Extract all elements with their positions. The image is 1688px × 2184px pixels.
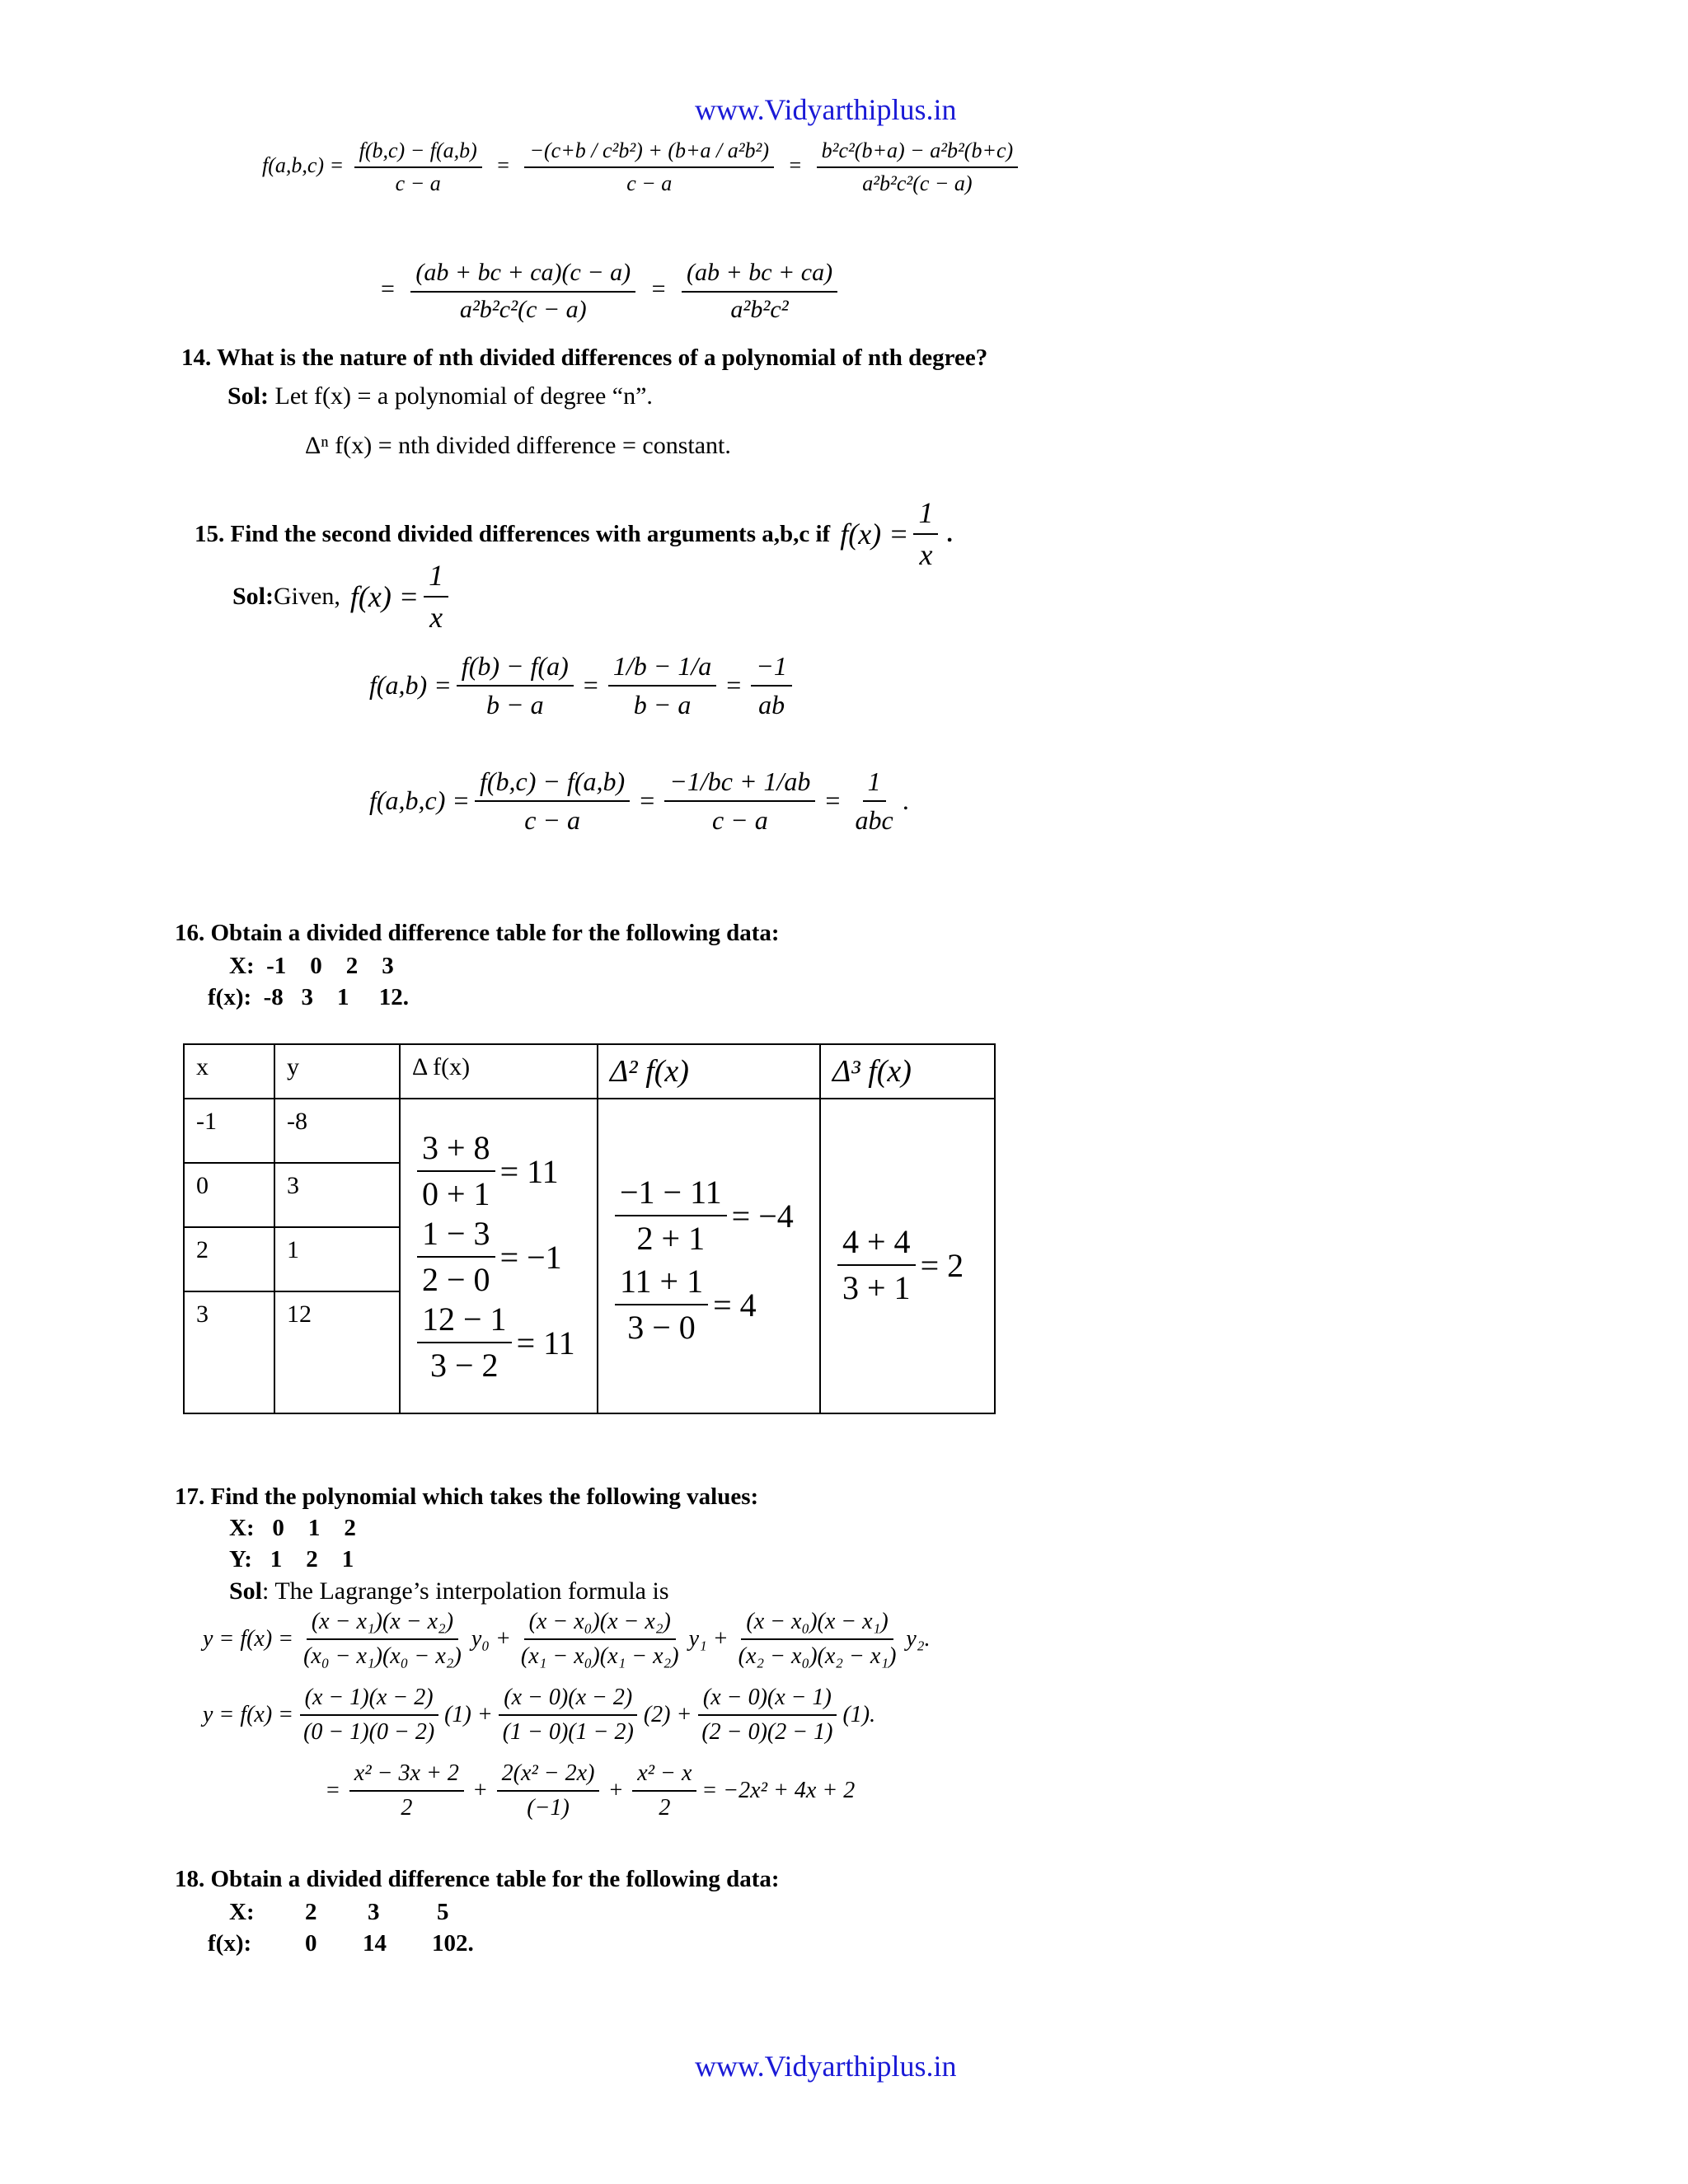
term: y₁ + <box>688 1626 729 1652</box>
value: = −1 <box>499 1238 562 1276</box>
fraction <box>498 1685 639 1746</box>
value: = 2 <box>920 1246 964 1284</box>
fraction <box>682 259 837 324</box>
q18-f-label: f(x): <box>208 1930 252 1957</box>
q15-given: Sol: Given, f(x) = $\frac{1}{x}$ <box>232 559 453 635</box>
q18-f-val: 102. <box>432 1930 474 1957</box>
denominator: x <box>429 601 443 635</box>
sol-label: Sol <box>229 1577 263 1605</box>
d2-entry <box>610 1263 808 1347</box>
fraction <box>817 138 1019 196</box>
d1-entry <box>412 1215 585 1299</box>
numerator: b²c²(b+a) − a²b²(b+c) <box>817 138 1019 168</box>
value: = 4 <box>713 1286 757 1324</box>
numerator: 1 <box>913 496 938 535</box>
fraction <box>475 766 630 836</box>
numerator: x² − 3x + 2 <box>349 1760 464 1792</box>
denominator: (x₁ − x₀)(x₁ − x₂) <box>520 1643 679 1670</box>
fraction <box>349 1760 464 1821</box>
q18-question: 18. Obtain a divided difference table for the following data: <box>175 1866 780 1892</box>
cell-x: 3 <box>184 1291 274 1413</box>
fraction <box>410 259 635 324</box>
q14-solution <box>227 382 653 410</box>
cell-y: 12 <box>274 1291 400 1413</box>
table-header-row <box>184 1044 995 1099</box>
q16-question: 16. Obtain a divided difference table for the following data: <box>175 920 780 946</box>
term: y₂. <box>906 1626 931 1652</box>
fraction <box>417 1215 495 1299</box>
denominator: c − a <box>626 171 673 195</box>
denominator: ab <box>758 689 785 719</box>
denominator: b − a <box>633 689 692 719</box>
d1-column <box>400 1099 598 1413</box>
numerator: (x − 0)(x − 1) <box>698 1685 837 1716</box>
term: (1). <box>842 1702 876 1728</box>
numerator: 1/b − 1/a <box>608 651 716 687</box>
header-d2: Δ² f(x) <box>598 1044 820 1099</box>
sol-label: Sol: <box>227 382 270 410</box>
fraction <box>751 651 792 720</box>
denominator: 2 <box>401 1795 413 1821</box>
cell-y: -8 <box>274 1099 400 1163</box>
numerator: 3 + 8 <box>417 1129 495 1172</box>
denominator: (0 − 1)(0 − 2) <box>303 1719 435 1746</box>
sol-text: : The Lagrange’s interpolation formula is <box>262 1577 669 1605</box>
fraction <box>298 1609 467 1670</box>
numerator: (x − x₀)(x − x₁) <box>741 1609 893 1640</box>
fraction <box>696 1685 837 1746</box>
fraction <box>497 1760 600 1821</box>
numerator: f(b,c) − f(a,b) <box>475 766 630 802</box>
given-text: Given, <box>274 583 340 611</box>
fraction <box>850 766 898 836</box>
term: (2) + <box>643 1702 692 1728</box>
header-d1: Δ f(x) <box>400 1044 598 1099</box>
q15-question: 15. Find the second divided differences with arguments a,b,c if f(x) = $\frac{1}{x}$ . <box>195 496 953 572</box>
denominator: b − a <box>486 689 544 719</box>
q16-x-row: X: -1 0 2 3 <box>229 953 394 979</box>
denominator: x <box>919 538 933 572</box>
numerator: 12 − 1 <box>417 1301 512 1343</box>
denominator: 3 − 2 <box>430 1347 499 1384</box>
value: = −4 <box>731 1197 794 1235</box>
q18-f-val: 0 <box>305 1930 317 1957</box>
denominator: (−1) <box>527 1795 570 1821</box>
fraction <box>417 1301 512 1385</box>
result: = −2x² + 4x + 2 <box>701 1778 856 1804</box>
d2-column <box>598 1099 820 1413</box>
term: y₀ + <box>471 1626 511 1652</box>
cell-x: 2 <box>184 1227 274 1291</box>
divided-difference-table <box>183 1043 996 1414</box>
top-derivation-line1: f(a,b,c) = $\frac{f(b,c) - f(a,b)}{c - a}$ = $\frac{\text{−(c+b / c²b²) + (b+a / a²b²)}}{c - a}$ = $\frac{\text{b²c²(b+a) − a²b²(b+c)}}{\text{a²b²c²(c − a)}}$ <box>262 138 1023 196</box>
denominator: 0 + 1 <box>422 1175 490 1212</box>
numerator: −1 <box>751 651 792 687</box>
term: (1) + <box>444 1702 493 1728</box>
d3-column <box>820 1099 995 1413</box>
fraction <box>632 1760 696 1821</box>
numerator: 2(x² − 2x) <box>497 1760 600 1792</box>
numerator: 11 + 1 <box>615 1263 708 1305</box>
q14-question: 14. What is the nature of nth divided differences of a polynomial of nth degree? <box>181 344 988 371</box>
numerator: 1 − 3 <box>417 1215 495 1258</box>
numerator: −1 − 11 <box>615 1174 727 1216</box>
fraction <box>298 1685 439 1746</box>
fraction <box>615 1174 727 1258</box>
denominator: 3 − 0 <box>627 1309 696 1346</box>
numerator: f(b) − f(a) <box>457 651 574 687</box>
q17-x-row: X: 0 1 2 <box>229 1515 356 1541</box>
sol-text: Let f(x) = a polynomial of degree “n”. <box>274 382 653 410</box>
q18-x-val: 3 <box>368 1899 380 1925</box>
q17-substitution <box>203 1685 875 1746</box>
value: = 11 <box>499 1152 559 1190</box>
fraction <box>664 766 815 836</box>
denominator: c − a <box>395 171 441 195</box>
question-text: 15. Find the second divided differences with arguments a,b,c if <box>195 520 831 547</box>
sol-label: Sol: <box>232 583 274 611</box>
lhs: f(a,b) = <box>369 670 452 701</box>
q17-simplification: = $\frac{\text{x² − 3x + 2}}{2}$ + $\frac{\text{2(x² − 2x)}}{(-1)}$ + $\frac{\text{x² − x}}{2}$ = −2x² + 4x + 2 <box>326 1760 856 1821</box>
fraction <box>516 1609 684 1670</box>
denominator: 2 + 1 <box>636 1220 706 1257</box>
denominator: 3 + 1 <box>842 1269 911 1306</box>
cell-y: 3 <box>274 1163 400 1227</box>
fraction <box>354 138 482 196</box>
d3-entry <box>832 1223 982 1307</box>
denominator: (x₀ − x₁)(x₀ − x₂) <box>303 1643 462 1670</box>
q17-y-row: Y: 1 2 1 <box>229 1546 354 1572</box>
header-x: x <box>184 1044 274 1099</box>
fraction <box>457 651 574 720</box>
numerator: f(b,c) − f(a,b) <box>354 138 482 168</box>
q15-fab: f(a,b) = $\frac{f(b) - f(a)}{b - a}$ = $\frac{1/b - 1/a}{b - a}$ = $\frac{-1}{ab}$ <box>369 651 797 720</box>
q17-question: 17. Find the polynomial which takes the following values: <box>175 1483 759 1510</box>
denominator: a²b²c²(c − a) <box>459 295 587 323</box>
numerator: −(c+b / c²b²) + (b+a / a²b²) <box>524 138 774 168</box>
numerator: (ab + bc + ca) <box>682 259 837 293</box>
fraction <box>734 1609 902 1670</box>
lhs: f(a,b,c) = <box>262 152 345 177</box>
lhs: f(a,b,c) = <box>369 785 470 816</box>
fraction <box>615 1263 708 1347</box>
d1-entry <box>412 1301 585 1385</box>
q18-x-val: 5 <box>437 1899 449 1925</box>
q18-x-val: 2 <box>305 1899 317 1925</box>
q17-solution <box>229 1577 669 1605</box>
cell-x: 0 <box>184 1163 274 1227</box>
fraction <box>424 559 448 635</box>
q18-f-val: 14 <box>363 1930 387 1957</box>
header-d3: Δ³ f(x) <box>820 1044 995 1099</box>
cell-x: -1 <box>184 1099 274 1163</box>
numerator: 4 + 4 <box>837 1223 916 1266</box>
numerator: (x − 0)(x − 2) <box>499 1685 637 1716</box>
d2-entry <box>610 1174 808 1258</box>
value: = 11 <box>516 1324 575 1361</box>
q15-fabc: f(a,b,c) = $\frac{f(b,c) - f(a,b)}{c - a}$ = $\frac{-1/bc + 1/ab}{c - a}$ = $\frac{1}{\text{abc}}$ . <box>369 766 910 835</box>
denominator: (x₂ − x₀)(x₂ − x₁) <box>738 1643 897 1670</box>
fraction <box>417 1129 495 1213</box>
denominator: abc <box>855 804 893 835</box>
denominator: 2 <box>659 1795 671 1821</box>
header-site-url[interactable]: www.Vidyarthiplus.in <box>695 93 957 126</box>
fraction <box>524 138 774 196</box>
q14-result: Δⁿ f(x) = nth divided difference = constant. <box>305 432 731 459</box>
numerator: (ab + bc + ca)(c − a) <box>410 259 635 293</box>
header-y: y <box>274 1044 400 1099</box>
denominator: (2 − 0)(2 − 1) <box>701 1719 833 1746</box>
footer-site-url[interactable]: www.Vidyarthiplus.in <box>695 2050 957 2083</box>
numerator: (x − x₁)(x − x₂) <box>307 1609 458 1640</box>
denominator: c − a <box>711 804 768 835</box>
q17-lagrange-formula <box>203 1609 931 1670</box>
table-row <box>184 1099 995 1163</box>
fraction <box>837 1223 916 1307</box>
lhs: y = f(x) = <box>203 1702 294 1728</box>
numerator: x² − x <box>632 1760 696 1792</box>
q18-x-label: X: <box>229 1899 255 1925</box>
denominator: a²b²c² <box>730 295 789 323</box>
numerator: 1 <box>424 559 448 598</box>
fraction <box>913 496 938 573</box>
denominator: a²b²c²(c − a) <box>862 171 973 195</box>
denominator: c − a <box>524 804 580 835</box>
denominator: (1 − 0)(1 − 2) <box>502 1719 634 1746</box>
d1-entry <box>412 1129 585 1213</box>
fraction <box>608 651 716 720</box>
numerator: 1 <box>863 766 886 802</box>
lhs: y = f(x) = <box>203 1626 294 1652</box>
numerator: (x − 1)(x − 2) <box>300 1685 438 1716</box>
numerator: −1/bc + 1/ab <box>664 766 815 802</box>
denominator: 2 − 0 <box>422 1261 490 1298</box>
numerator: (x − x₀)(x − x₂) <box>524 1609 676 1640</box>
cell-y: 1 <box>274 1227 400 1291</box>
top-derivation-line2: = $\frac{(ab + bc + ca)(c - a)}{\text{a²b²c²(c − a)}}$ = $\frac{(ab + bc + ca)}{\text{a²b²c²}}$ <box>376 259 842 324</box>
q16-f-row: f(x): -8 3 1 12. <box>208 984 410 1010</box>
